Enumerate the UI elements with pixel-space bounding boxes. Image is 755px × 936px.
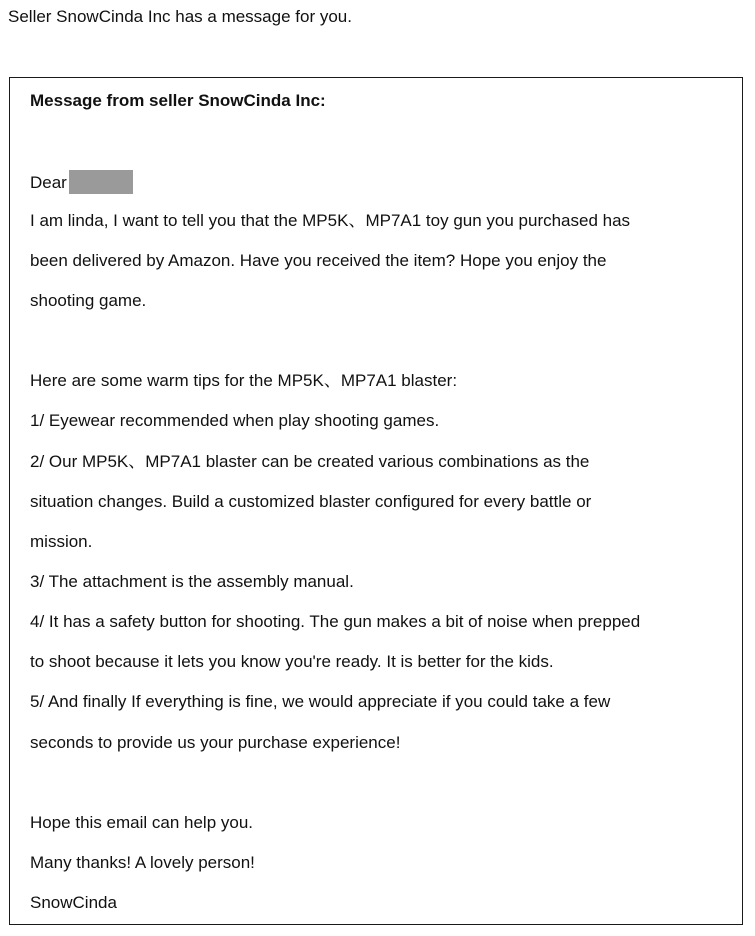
intro-text: Seller SnowCinda Inc has a message for you. — [8, 7, 352, 26]
message-box — [9, 77, 743, 925]
message-heading: Message from seller SnowCinda Inc: — [30, 91, 326, 110]
tip-2-line-1: 2/ Our MP5K、MP7A1 blaster can be created various combinations as the — [30, 452, 590, 471]
signature: SnowCinda — [30, 893, 117, 912]
tip-2-line-3: mission. — [30, 532, 93, 551]
thanks-line: Many thanks! A lovely person! — [30, 853, 255, 872]
redacted-name — [69, 170, 133, 194]
tip-2-line-2: situation changes. Build a customized blaster configured for every battle or — [30, 492, 592, 511]
tip-1: 1/ Eyewear recommended when play shooting games. — [30, 411, 440, 430]
tip-3: 3/ The attachment is the assembly manual. — [30, 572, 354, 591]
tip-5-line-1: 5/ And finally If everything is fine, we would appreciate if you could take a few — [30, 692, 611, 711]
closing-line: Hope this email can help you. — [30, 813, 254, 832]
body-line-2: been delivered by Amazon. Have you received the item? Hope you enjoy the — [30, 251, 607, 270]
tip-4-line-2: to shoot because it lets you know you're ready. It is better for the kids. — [30, 652, 554, 671]
tip-5-line-2: seconds to provide us your purchase experience! — [30, 733, 401, 752]
greeting-text: Dear — [30, 173, 67, 192]
tips-intro: Here are some warm tips for the MP5K、MP7A1 blaster: — [30, 371, 458, 390]
tip-4-line-1: 4/ It has a safety button for shooting. The gun makes a bit of noise when prepped — [30, 612, 641, 631]
greeting-line — [30, 170, 133, 194]
body-line-3: shooting game. — [30, 291, 147, 310]
body-line-1: I am linda, I want to tell you that the MP5K、MP7A1 toy gun you purchased has — [30, 211, 631, 230]
